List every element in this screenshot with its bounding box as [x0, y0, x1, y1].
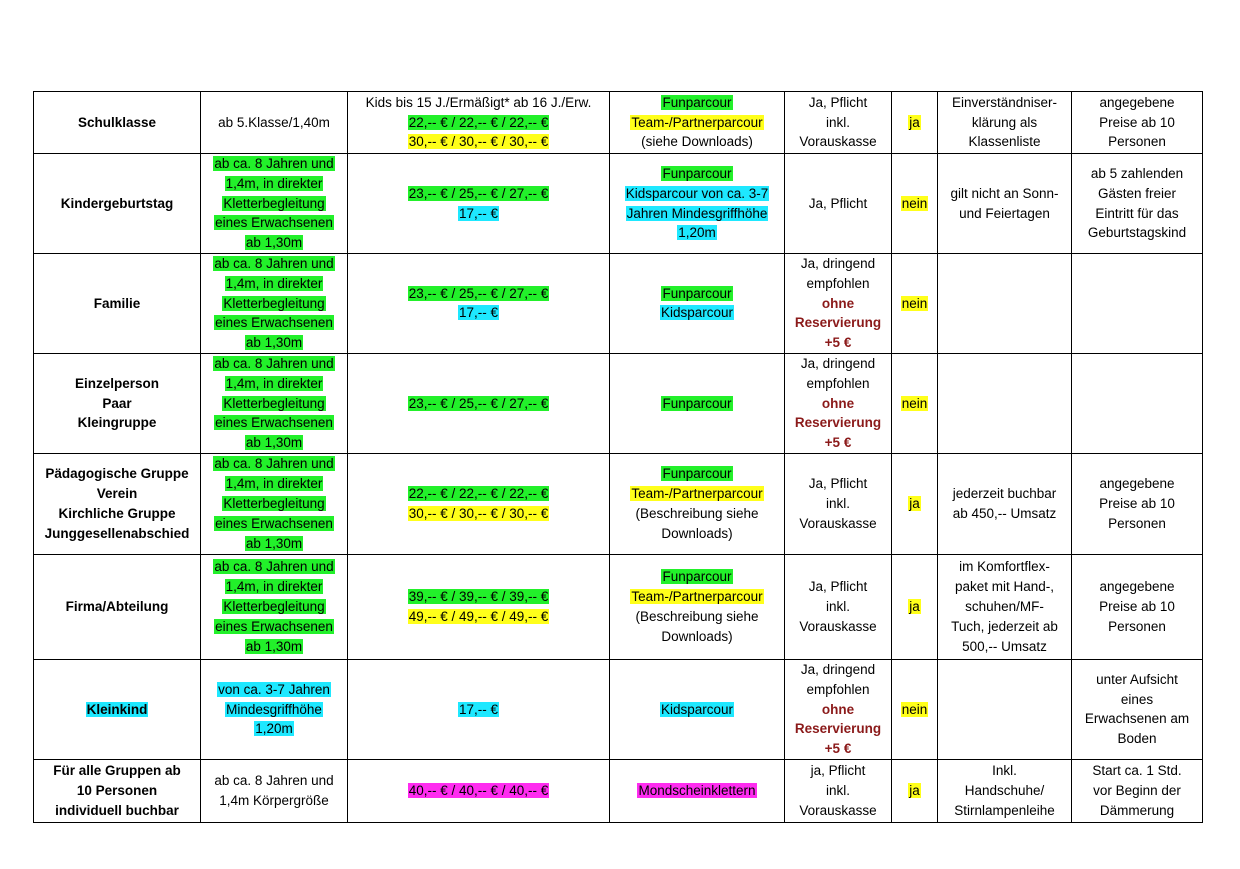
- parcour-cell: Funparcour Team-/Partnerparcour (Beschreibung siehe Downloads): [610, 453, 785, 554]
- condition-cell: [938, 353, 1072, 453]
- price-cell: 23,-- € / 25,-- € / 27,-- € 17,-- €: [348, 254, 610, 354]
- table-row: [34, 659, 1203, 759]
- note-cell: angegebene Preise ab 10 Personen: [1072, 92, 1203, 154]
- condition-cell: gilt nicht an Sonn- und Feiertagen: [938, 154, 1072, 254]
- age-cell: ab ca. 8 Jahren und 1,4m, in direkter Kletterbegleitung eines Erwachsenen ab 1,30m: [201, 554, 348, 659]
- reservation-cell: Ja, dringend empfohlen ohne Reservierung +5 €: [785, 353, 892, 453]
- parcour-cell: Funparcour Team-/Partnerparcour (siehe Downloads): [610, 92, 785, 154]
- reservation-cell: Ja, Pflicht: [785, 154, 892, 254]
- table-row: [34, 554, 1203, 659]
- table-row: [34, 353, 1203, 453]
- parcour-cell: Kidsparcour: [610, 659, 785, 759]
- reservation-cell: ja, Pflicht inkl. Vorauskasse: [785, 759, 892, 822]
- age-cell: von ca. 3-7 Jahren Mindesgriffhöhe 1,20m: [201, 659, 348, 759]
- condition-cell: im Komfortflex- paket mit Hand-, schuhen/MF- Tuch, jederzeit ab 500,-- Umsatz: [938, 554, 1072, 659]
- price-header: Kids bis 15 J./Ermäßigt* ab 16 J./Erw.: [365, 94, 592, 110]
- category-cell: Firma/Abteilung: [34, 554, 201, 659]
- category-cell: Kleinkind: [34, 659, 201, 759]
- note-cell: angegebene Preise ab 10 Personen: [1072, 554, 1203, 659]
- note-cell: unter Aufsicht eines Erwachsenen am Boden: [1072, 659, 1203, 759]
- note-cell: Start ca. 1 Std. vor Beginn der Dämmerung: [1072, 759, 1203, 822]
- category-cell: Familie: [34, 254, 201, 354]
- category-cell: Für alle Gruppen ab 10 Personen individuell buchbar: [34, 759, 201, 822]
- reservation-cell: Ja, dringend empfohlen ohne Reservierung +5 €: [785, 659, 892, 759]
- price-cell: Kids bis 15 J./Ermäßigt* ab 16 J./Erw. 22,-- € / 22,-- € / 22,-- € 30,-- € / 30,-- € / 30,-- €: [348, 92, 610, 154]
- age-cell: ab ca. 8 Jahren und 1,4m, in direkter Kletterbegleitung eines Erwachsenen ab 1,30m: [201, 353, 348, 453]
- table-row: [34, 254, 1203, 354]
- price-cell: 17,-- €: [348, 659, 610, 759]
- flag-cell: nein: [892, 659, 938, 759]
- parcour-cell: Funparcour Team-/Partnerparcour (Beschreibung siehe Downloads): [610, 554, 785, 659]
- flag-cell: ja: [892, 453, 938, 554]
- table-row: [34, 759, 1203, 822]
- condition-cell: [938, 254, 1072, 354]
- condition-cell: [938, 659, 1072, 759]
- flag-cell: ja: [892, 92, 938, 154]
- flag-cell: ja: [892, 759, 938, 822]
- age-cell: ab ca. 8 Jahren und 1,4m Körpergröße: [201, 759, 348, 822]
- parcour-cell: Mondscheinklettern: [610, 759, 785, 822]
- note-cell: ab 5 zahlenden Gästen freier Eintritt für das Geburtstagskind: [1072, 154, 1203, 254]
- age-cell: ab ca. 8 Jahren und 1,4m, in direkter Kletterbegleitung eines Erwachsenen ab 1,30m: [201, 254, 348, 354]
- flag-cell: ja: [892, 554, 938, 659]
- pricing-table: [33, 91, 1203, 823]
- table-row: [34, 154, 1203, 254]
- flag-cell: nein: [892, 154, 938, 254]
- age-cell: ab ca. 8 Jahren und 1,4m, in direkter Kletterbegleitung eines Erwachsenen ab 1,30m: [201, 453, 348, 554]
- reservation-cell: Ja, Pflicht inkl. Vorauskasse: [785, 554, 892, 659]
- table-row: [34, 92, 1203, 154]
- parcour-cell: Funparcour: [610, 353, 785, 453]
- parcour-cell: Funparcour Kidsparcour: [610, 254, 785, 354]
- flag-cell: nein: [892, 254, 938, 354]
- reservation-cell: Ja, Pflicht inkl. Vorauskasse: [785, 453, 892, 554]
- condition-cell: Inkl. Handschuhe/ Stirnlampenleihe: [938, 759, 1072, 822]
- category-cell: Einzelperson Paar Kleingruppe: [34, 353, 201, 453]
- category-cell: Kindergeburtstag: [34, 154, 201, 254]
- price-cell: 23,-- € / 25,-- € / 27,-- €: [348, 353, 610, 453]
- age-cell: ab 5.Klasse/1,40m: [201, 92, 348, 154]
- reservation-cell: Ja, Pflicht inkl. Vorauskasse: [785, 92, 892, 154]
- price-cell: 39,-- € / 39,-- € / 39,-- € 49,-- € / 49,-- € / 49,-- €: [348, 554, 610, 659]
- note-cell: angegebene Preise ab 10 Personen: [1072, 453, 1203, 554]
- age-cell: ab ca. 8 Jahren und 1,4m, in direkter Kletterbegleitung eines Erwachsenen ab 1,30m: [201, 154, 348, 254]
- category-cell: Schulklasse: [34, 92, 201, 154]
- reservation-cell: Ja, dringend empfohlen ohne Reservierung +5 €: [785, 254, 892, 354]
- note-cell: [1072, 254, 1203, 354]
- price-cell: 22,-- € / 22,-- € / 22,-- € 30,-- € / 30,-- € / 30,-- €: [348, 453, 610, 554]
- category-cell: Pädagogische Gruppe Verein Kirchliche Gruppe Junggesellenabschied: [34, 453, 201, 554]
- condition-cell: jederzeit buchbar ab 450,-- Umsatz: [938, 453, 1072, 554]
- table-row: [34, 453, 1203, 554]
- condition-cell: Einverständniser- klärung als Klassenliste: [938, 92, 1072, 154]
- parcour-cell: Funparcour Kidsparcour von ca. 3-7 Jahren Mindesgriffhöhe 1,20m: [610, 154, 785, 254]
- note-cell: [1072, 353, 1203, 453]
- flag-cell: nein: [892, 353, 938, 453]
- price-cell: 40,-- € / 40,-- € / 40,-- €: [348, 759, 610, 822]
- price-cell: 23,-- € / 25,-- € / 27,-- € 17,-- €: [348, 154, 610, 254]
